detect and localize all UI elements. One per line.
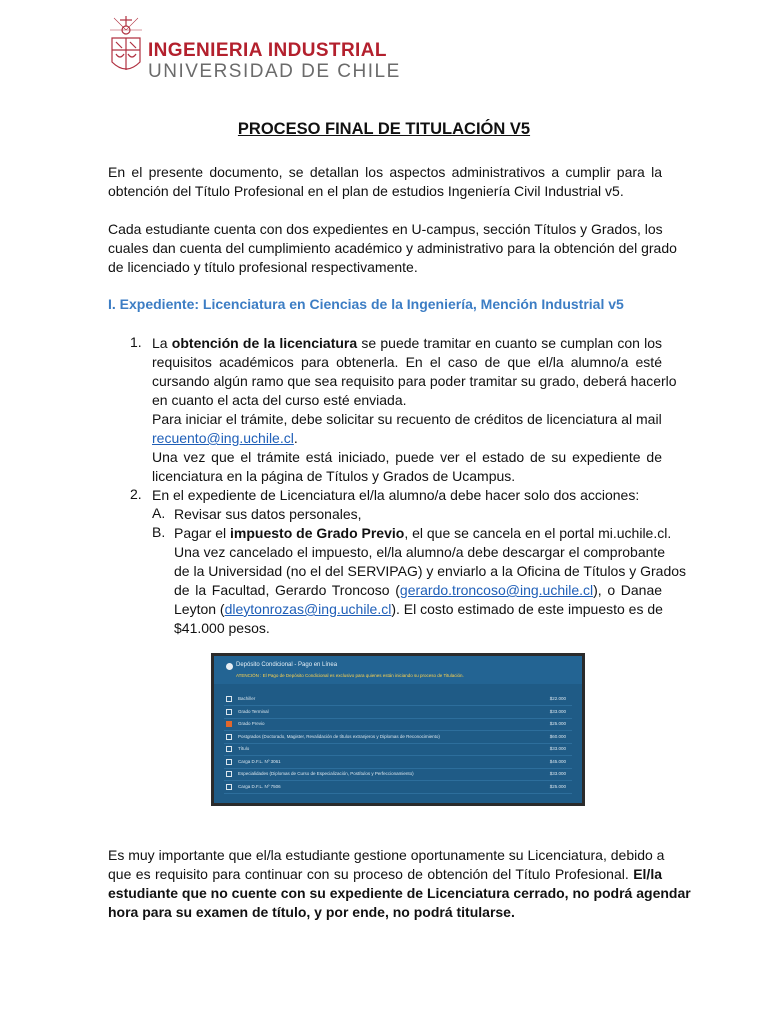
payment-option-amount: $25.000 <box>549 783 566 789</box>
sub-item-a <box>174 505 662 524</box>
list-number: 2. <box>130 486 142 502</box>
sub-item-b <box>174 524 687 638</box>
subB-line5 <box>174 600 662 619</box>
logo-line1: INGENIERIA INDUSTRIAL <box>148 40 387 61</box>
payment-option-label: Especialidades (Diplomas de Curso de Especialización, Postítulos y Perfeccionamiento) <box>238 771 414 776</box>
list-item-2 <box>152 486 662 505</box>
subB-text: , el que se cancela en el portal mi.uchile.cl. <box>404 525 672 541</box>
closing-line2 <box>108 865 662 884</box>
item1-bold: obtención de la licenciatura <box>171 335 358 351</box>
payment-option-row[interactable] <box>224 744 572 754</box>
payment-option-label: Postgrados (Doctorado, Magister, Revalidación de títulos extranjeros y Diplomas de Reconocimiento) <box>238 733 440 739</box>
subB-line: Una vez cancelado el impuesto, el/la alumno/a debe descargar el comprobante <box>174 544 666 560</box>
payment-option-row[interactable] <box>224 769 572 779</box>
item1-line: licenciatura en la página de Títulos y Grados de Ucampus. <box>152 468 516 484</box>
recuento-email-link[interactable]: recuento@ing.uchile.cl <box>152 430 294 446</box>
subB-text: de la Facultad, Gerardo Troncoso ( <box>174 582 400 598</box>
intro-p1-line: obtención del Título Profesional en el plan de estudios Ingeniería Civil Industrial v5. <box>108 183 624 199</box>
payment-option-row[interactable] <box>224 782 572 792</box>
payment-option-label: Carga D.F.L. Nº 3061 <box>238 758 281 764</box>
closing-paragraph <box>108 846 691 922</box>
closing-bold: hora para su examen de título, y por ende, no podrá titularse. <box>108 904 515 920</box>
subB-text: Pagar el <box>174 525 231 541</box>
subB-text: ). El costo estimado de este impuesto es de <box>391 601 663 617</box>
item1-line: requisitos académicos para obtenerla. En el caso de que el/la alumno/a esté <box>152 354 662 370</box>
payment-option-checkbox[interactable] <box>226 734 232 740</box>
sub-letter: B. <box>152 524 166 540</box>
payment-option-row[interactable] <box>224 719 572 729</box>
payment-option-label: Grado Previo <box>238 721 265 726</box>
item1-text: se puede tramitar en cuanto se cumplan con los <box>357 335 663 351</box>
intro-paragraph-1 <box>108 163 662 201</box>
subB-line4 <box>174 581 662 600</box>
payment-option-checkbox[interactable] <box>226 709 232 715</box>
payment-option-row[interactable] <box>224 694 572 704</box>
payment-option-amount: $22.000 <box>549 696 566 701</box>
item1-line: en cuanto el acta del curso esté enviada. <box>152 392 407 408</box>
payment-option-checkbox[interactable] <box>226 696 232 702</box>
logo-line2: UNIVERSIDAD DE CHILE <box>148 61 401 82</box>
section-heading: I. Expediente: Licenciatura en Ciencias de la Ingeniería, Mención Industrial v5 <box>108 296 624 312</box>
intro-p2-line: de licenciado y título profesional respectivamente. <box>108 259 418 275</box>
payment-option-amount: $33.000 <box>549 708 566 714</box>
subB-line1 <box>174 524 672 543</box>
payment-panel-screenshot <box>211 653 585 806</box>
subB-line: $41.000 pesos. <box>174 620 270 636</box>
payment-option-label: Grado Terminal <box>238 708 269 714</box>
intro-p1-line: En el presente documento, se detallan los aspectos administrativos a cumplir para la <box>108 164 662 180</box>
list-number: 1. <box>130 334 142 350</box>
intro-p2-line: Cada estudiante cuenta con dos expedientes en U-campus, sección Títulos y Grados, los <box>108 221 663 237</box>
closing-bold: El/la <box>633 866 662 882</box>
item1-line1 <box>152 334 662 353</box>
university-crest-icon <box>108 14 144 80</box>
sub-letter: A. <box>152 505 166 521</box>
closing-bold-line <box>108 884 691 903</box>
intro-paragraph-2 <box>108 220 677 277</box>
item1-text: . <box>293 430 298 446</box>
payment-option-checkbox[interactable] <box>226 721 232 727</box>
payment-option-row[interactable] <box>224 732 572 742</box>
item1-line: Para iniciar el trámite, debe solicitar su recuento de créditos de licenciatura al mail <box>152 411 662 427</box>
subB-text: Leyton ( <box>174 601 225 617</box>
subA-line: Revisar sus datos personales, <box>174 506 362 522</box>
payment-option-checkbox[interactable] <box>226 771 232 777</box>
closing-line: Es muy importante que el/la estudiante gestione oportunamente su Licenciatura, debido a <box>108 847 665 863</box>
subB-line: de la Universidad (no el del SERVIPAG) y enviarlo a la Oficina de Títulos y Grados <box>174 563 687 579</box>
gerardo-email-link[interactable]: gerardo.troncoso@ing.uchile.cl <box>399 582 594 598</box>
closing-text: que es requisito para continuar con su proceso de obtención del Título Profesional. <box>108 866 634 882</box>
payment-option-checkbox[interactable] <box>226 784 232 790</box>
payment-option-row[interactable] <box>224 757 572 767</box>
payment-option-label: Título <box>238 746 250 751</box>
subB-bold: impuesto de Grado Previo <box>230 525 405 541</box>
payment-option-amount: $45.000 <box>549 758 566 764</box>
list-item-1 <box>152 334 677 486</box>
header-logo <box>108 14 401 82</box>
item1-line: Una vez que el trámite está iniciado, puede ver el estado de su expediente de <box>152 449 662 465</box>
item1-text: La <box>152 335 172 351</box>
payment-panel-title: Depósito Condicional - Pago en Línea <box>236 662 338 668</box>
collapse-icon <box>226 663 233 670</box>
subB-text: ), o Danae <box>593 582 663 598</box>
payment-option-amount: $33.000 <box>549 746 566 751</box>
payment-option-label: Carga D.F.L. Nº 7506 <box>238 783 281 789</box>
payment-option-row[interactable] <box>224 707 572 717</box>
payment-option-amount: $25.000 <box>549 721 566 726</box>
payment-option-checkbox[interactable] <box>226 759 232 765</box>
item1-line: cursando algún ramo que sea requisito para poder tramitar su grado, deberá hacerlo <box>152 373 677 389</box>
payment-option-checkbox[interactable] <box>226 746 232 752</box>
payment-panel <box>214 656 582 803</box>
payment-panel-header <box>214 656 582 684</box>
item2-line: En el expediente de Licenciatura el/la alumno/a debe hacer solo dos acciones: <box>152 487 640 503</box>
payment-option-amount: $60.000 <box>549 733 566 739</box>
item1-email-line <box>152 429 662 448</box>
payment-option-amount: $33.000 <box>549 771 566 776</box>
payment-option-label: Bachiller <box>238 696 256 701</box>
intro-p2-line: cuales dan cuenta del cumplimiento académico y administrativo para la obtención del grado <box>108 240 677 256</box>
page-title: PROCESO FINAL DE TITULACIÓN V5 <box>237 120 531 138</box>
dleyton-email-link[interactable]: dleytonrozas@ing.uchile.cl <box>224 601 392 617</box>
closing-bold: estudiante que no cuente con su expediente de Licenciatura cerrado, no podrá agendar <box>108 885 691 901</box>
closing-bold-line <box>108 903 662 922</box>
row-divider <box>224 793 572 794</box>
payment-panel-warning: ATENCIÓN : El Pago de Depósito Condicional es exclusivo para quienes están iniciando su proceso de Titulación. <box>236 673 464 678</box>
